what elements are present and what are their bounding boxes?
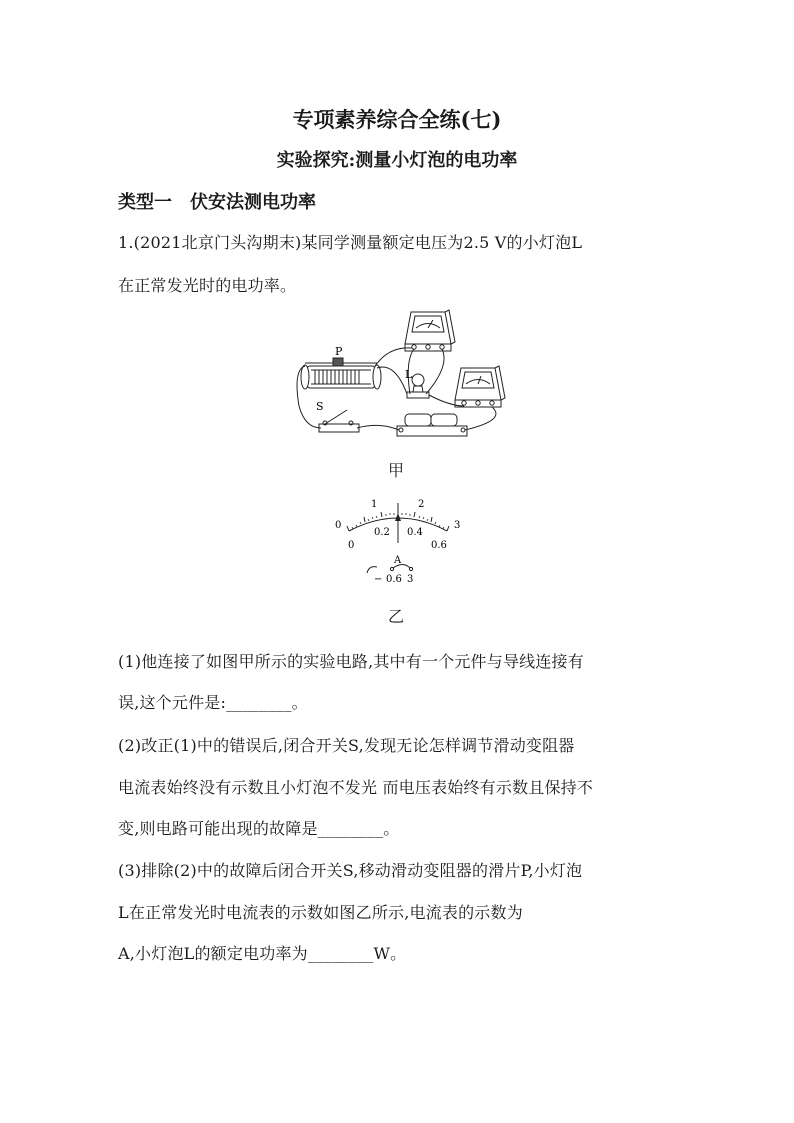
bottom-scale-02: 0.2 [374,527,390,538]
bottom-scale-06: 0.6 [431,540,447,551]
terminal-06: 0.6 [386,574,402,585]
circuit-figure [285,306,515,442]
part1-line-2: 误,这个元件是:________。 [118,693,308,712]
question-line-2: 在正常发光时的电功率。 [118,276,297,295]
part3-line-3: A,小灯泡L的额定电功率为________W。 [118,944,407,963]
page-subtitle: 实验探究:测量小灯泡的电功率 [276,150,518,171]
top-scale-3: 3 [454,520,461,531]
top-scale-1: 1 [371,499,378,510]
label-p: P [335,345,343,358]
part2-line-2: 电流表始终没有示数且小灯泡不发光 而电压表始终有示数且保持不 [118,778,594,797]
figure2-caption: 乙 [388,607,405,626]
switch-icon [319,410,359,432]
label-s: S [316,400,324,413]
part1-line-1: (1)他连接了如图甲所示的实验电路,其中有一个元件与导线连接有 [118,652,584,671]
top-scale-2: 2 [418,499,425,510]
part2-line-1: (2)改正(1)中的错误后,闭合开关S,发现无论怎样调节滑动变阻器 [118,736,575,755]
voltmeter-icon [405,310,455,351]
bottom-scale-0: 0 [348,540,355,551]
question-line-1: 1.(2021北京门头沟期末)某同学测量额定电压为2.5 V的小灯泡L [118,233,583,252]
rheostat-icon [301,358,381,389]
ammeter-icon [455,366,505,407]
top-scale-0: 0 [335,520,342,531]
unit-label: A [394,555,402,566]
ammeter-dial [327,493,469,589]
label-l: L [405,368,413,381]
page-title: 专项素养综合全练(七) [292,107,502,132]
battery-icon [397,414,467,436]
terminal-3: 3 [407,574,414,585]
terminal-neg: − [374,574,383,585]
section-heading: 类型一 伏安法测电功率 [118,192,316,213]
bottom-scale-04: 0.4 [407,527,423,538]
figure1-caption: 甲 [388,461,405,480]
part3-line-1: (3)排除(2)中的故障后闭合开关S,移动滑动变阻器的滑片P,小灯泡 [118,861,583,880]
part3-line-2: L在正常发光时电流表的示数如图乙所示,电流表的示数为 [118,903,523,922]
part2-line-3: 变,则电路可能出现的故障是________。 [118,819,400,838]
